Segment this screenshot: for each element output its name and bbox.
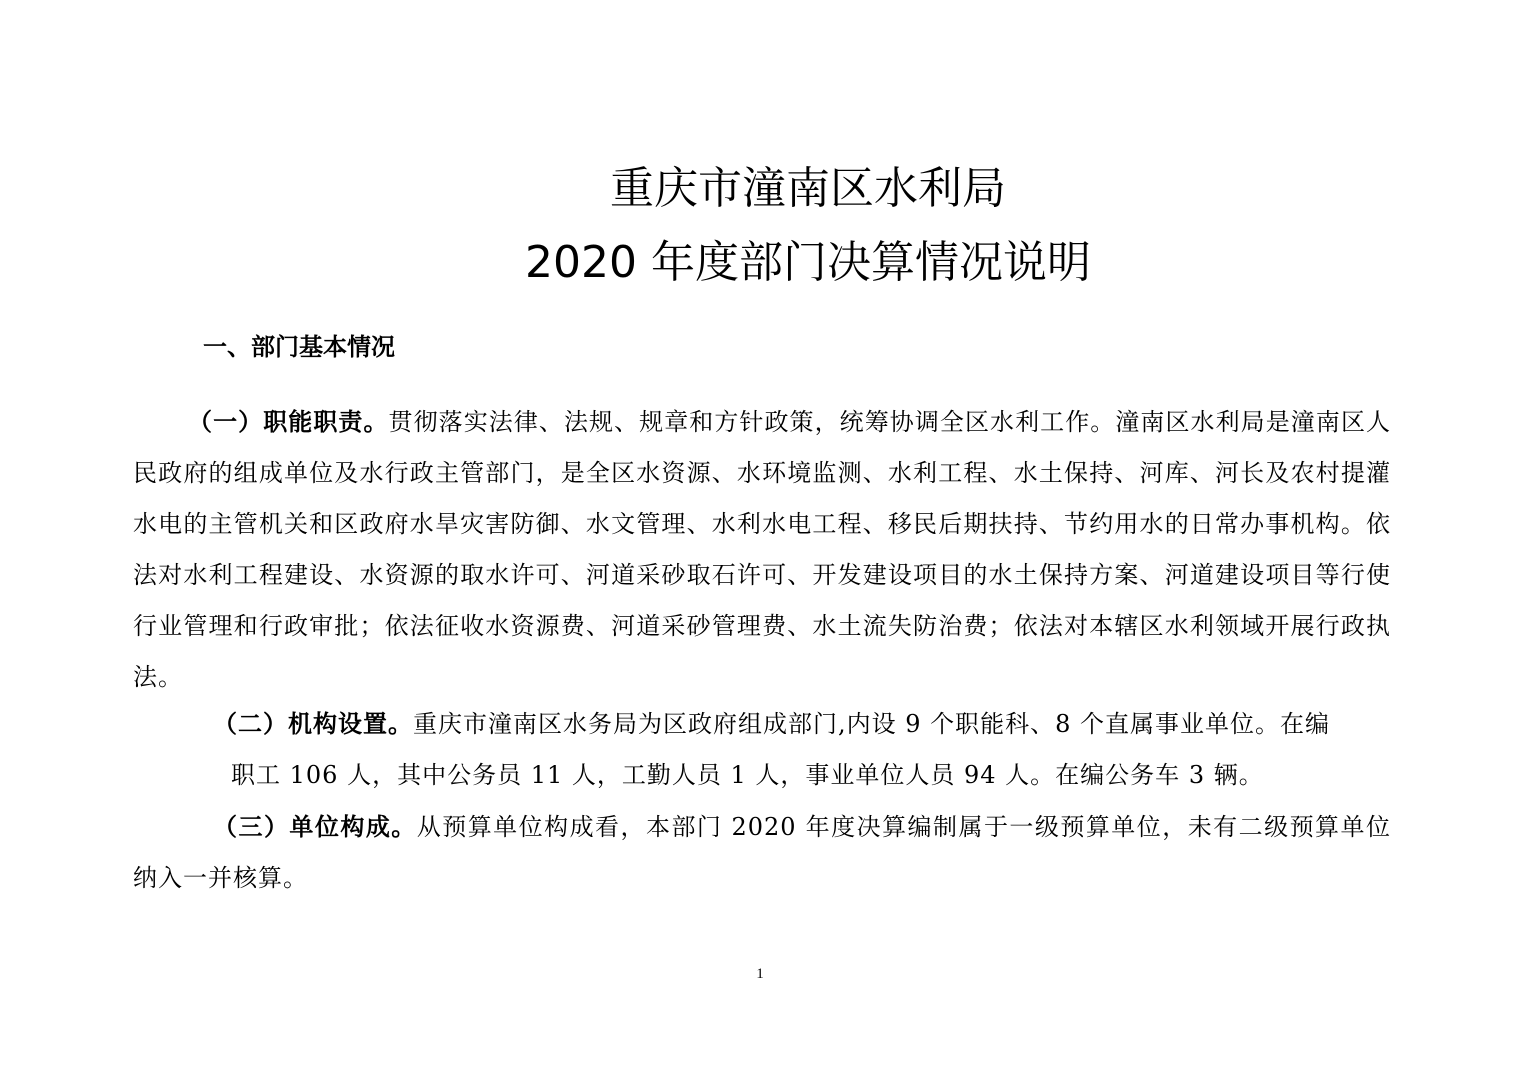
page-number: 1 [756, 966, 764, 982]
document-title-line2: 2020 年度部门决算情况说明 [525, 237, 1091, 288]
paragraph-functions [133, 396, 1391, 703]
paragraph-text: 贯彻落实法律、法规、规章和方针政策，统筹协调全区水利工作。潼南区水利局是潼南区人民政府的组成单位及水行政主管部门，是全区水资源、水环境监测、水利工程、水土保持、河库、河长及农村提灌水电的主管机关和区政府水旱灾害防御、水文管理、水利水电工程、移民后期扶持、节约用水的日常办事机构。依法对水利工程建设、水资源的取水许可、河道采砂取石许可、开发建设项目的水土保持方案、河道建设项目等行使行业管理和行政审批；依法征收水资源费、河道采砂管理费、水土流失防治费；依法对本辖区水利领域开展行政执法。 [133, 408, 1392, 691]
section-heading: 一、部门基本情况 [203, 332, 395, 361]
paragraph-lead: （三）单位构成。 [213, 812, 417, 841]
paragraph-composition [133, 801, 1391, 904]
paragraph-text: 从预算单位构成看，本部门 2020 年度决算编制属于一级预算单位，未有二级预算单位纳入一并核算。 [133, 813, 1391, 892]
paragraph-organization [133, 698, 1391, 801]
paragraph-text: 重庆市潼南区水务局为区政府组成部门,内设 9 个职能科、8 个直属事业单位。在编 [413, 710, 1331, 738]
paragraph-lead: （一）职能职责。 [188, 407, 389, 436]
paragraph-text-continued: 职工 106 人，其中公务员 11 人，工勤人员 1 人，事业单位人员 94 人。在编公务车 3 辆。 [231, 761, 1264, 789]
paragraph-lead: （二）机构设置。 [213, 709, 413, 738]
document-title-line1: 重庆市潼南区水利局 [610, 163, 1006, 214]
